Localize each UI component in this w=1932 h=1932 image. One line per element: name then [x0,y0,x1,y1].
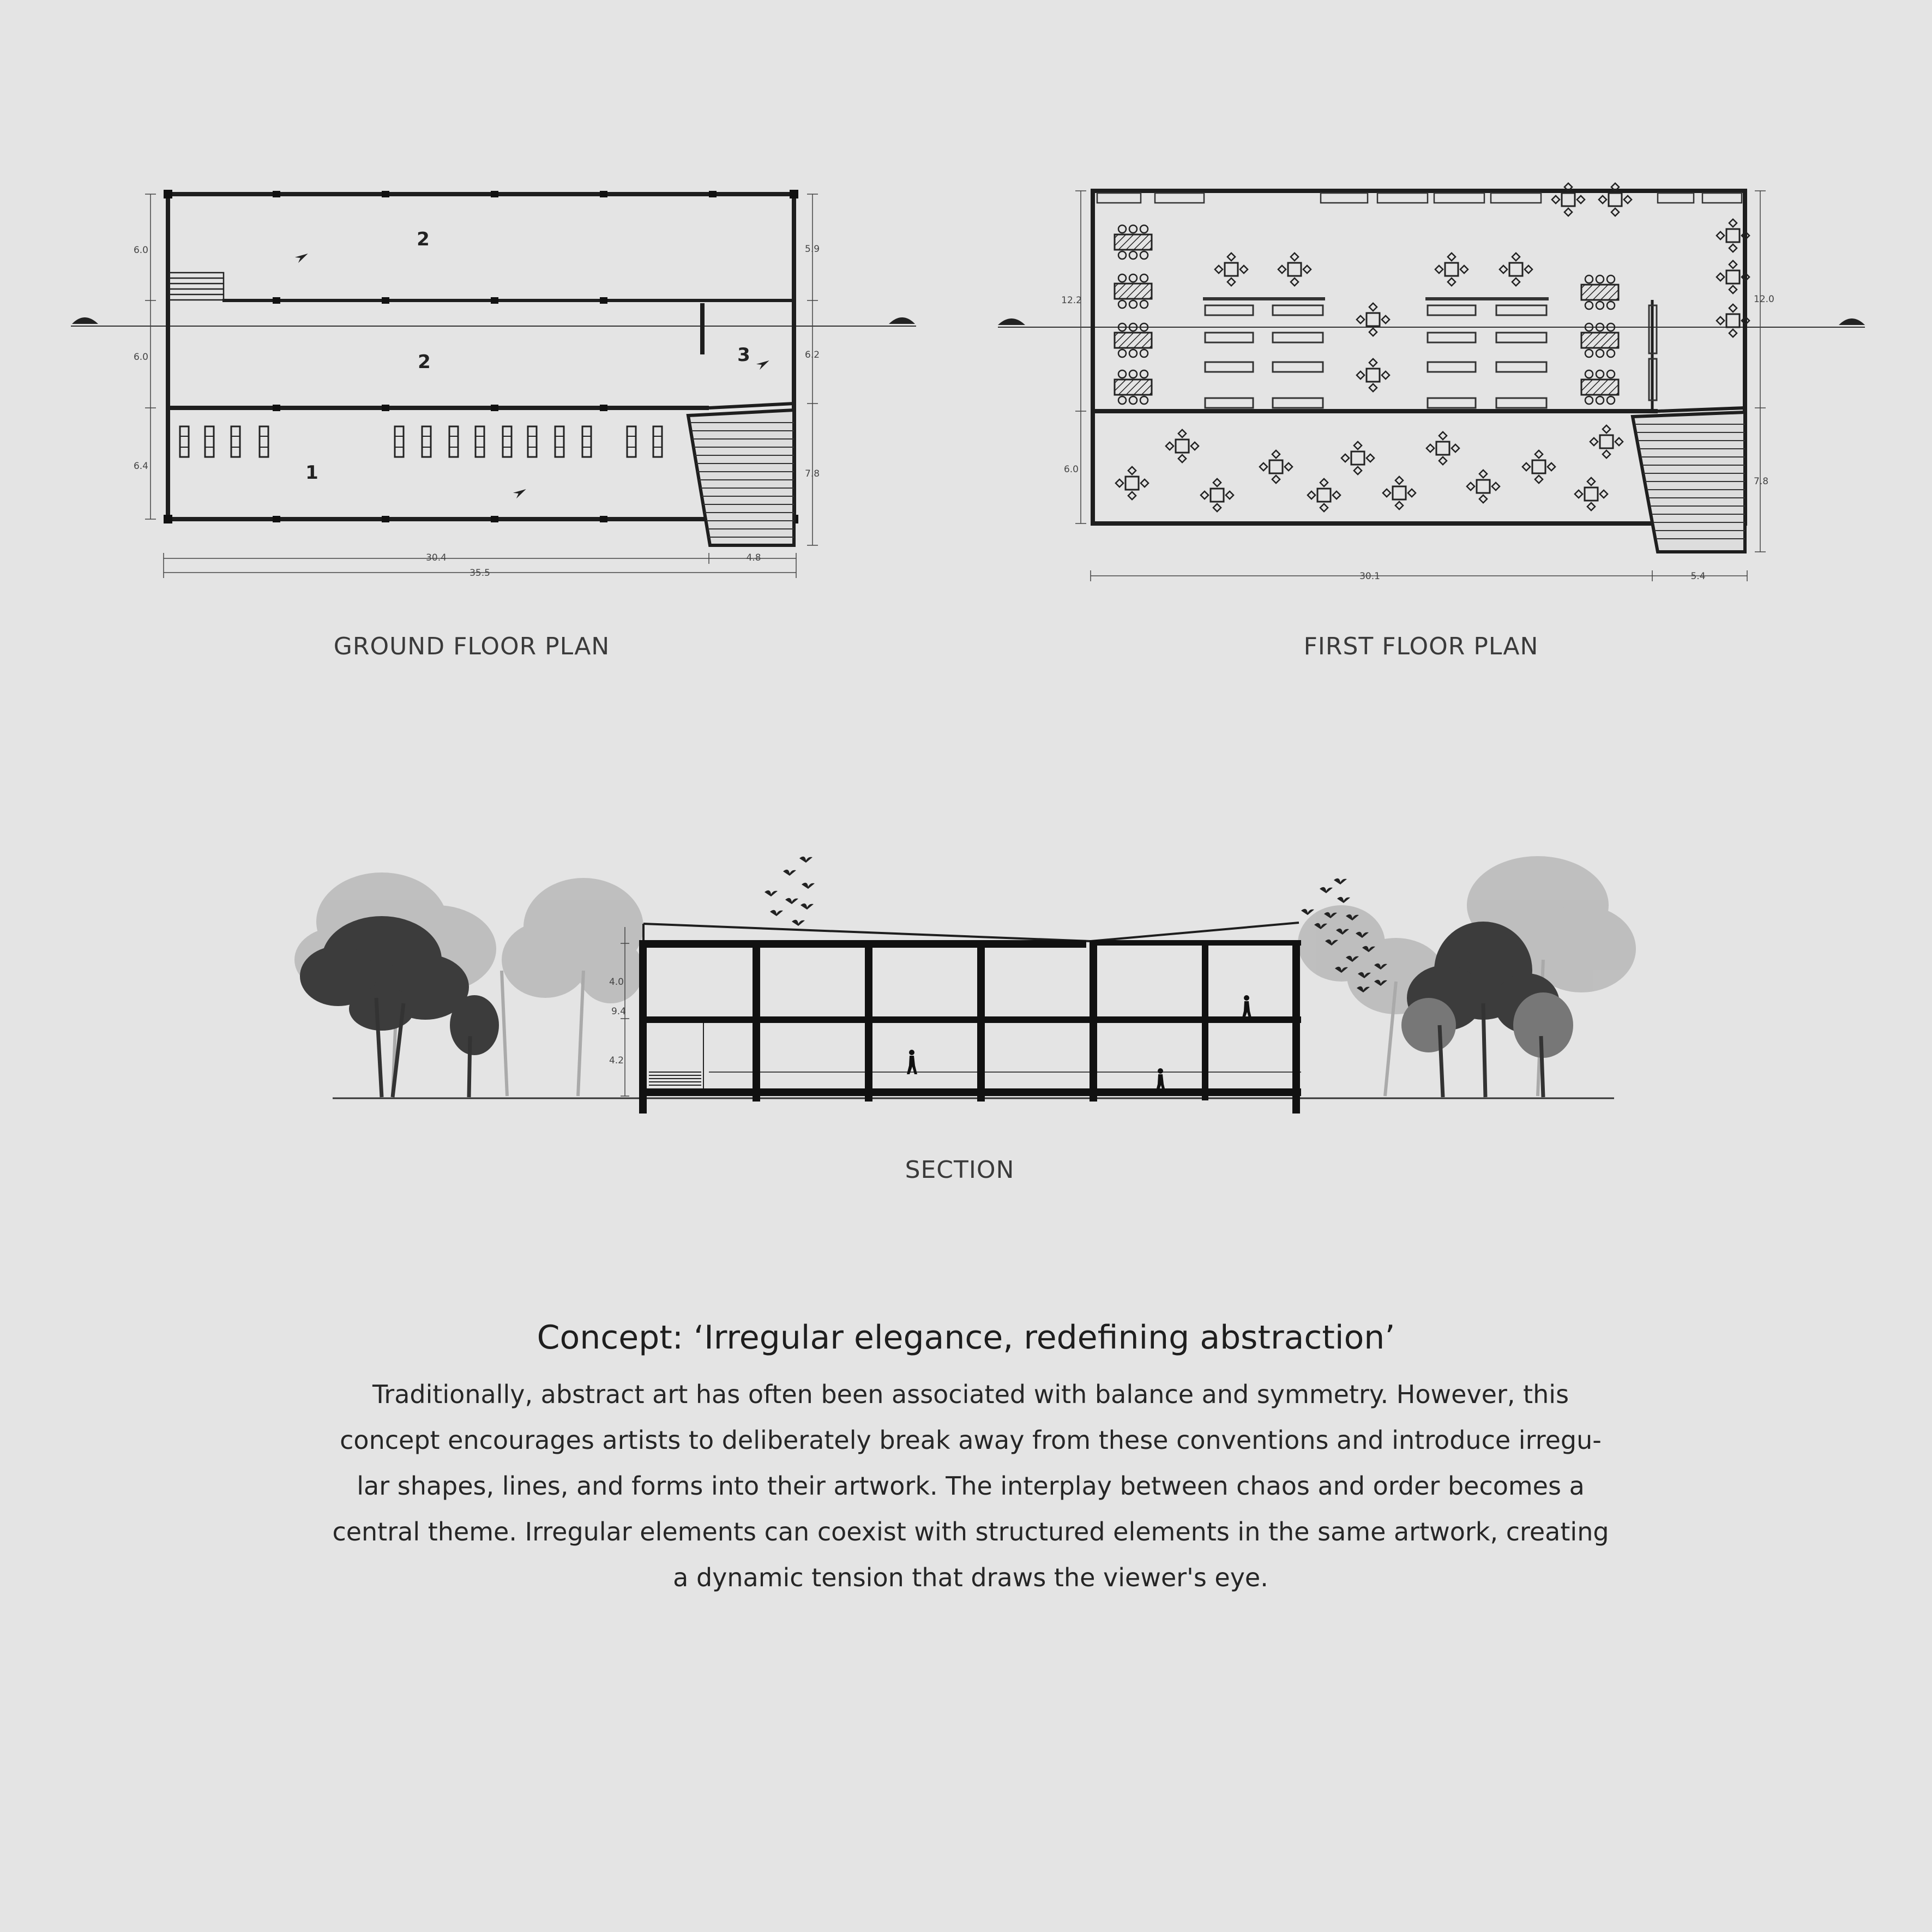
section-columns [639,940,1300,1114]
dimension-label: 6.0 [133,352,148,363]
room-label: 3 [737,344,750,366]
dimension-label: 6.4 [133,461,148,472]
first-floor-plan [998,183,1865,582]
ground-stair [688,410,794,545]
section-marker-right [889,317,915,324]
dimension-label: 30.1 [1359,571,1380,582]
ground-floor-caption: GROUND FLOOR PLAN [333,633,610,660]
concept-line: concept encourages artists to deliberately break away from these conventions and introduce irregu- [340,1425,1602,1455]
concept-title: Concept: ‘Irregular elegance, redefining abstraction’ [537,1319,1395,1357]
dimension-label: 7.8 [805,468,820,479]
first-floor-caption: FIRST FLOOR PLAN [1303,633,1539,660]
room-label: 2 [417,228,430,250]
dimension-label: 6.0 [133,245,148,256]
dimension-label: 4.2 [609,1055,624,1066]
section-marker-left [72,317,98,324]
dimension-label: 4.8 [746,552,761,563]
concept-body [294,1371,1647,1600]
room-label: 2 [418,351,431,373]
room-label: 1 [305,462,318,484]
concept-line: lar shapes, lines, and forms into their artwork. The interplay between chaos and order becomes a [357,1471,1585,1501]
dimension-label: 12.0 [1754,294,1774,305]
first-stair [1633,412,1745,552]
dimension-label: 6.0 [1063,464,1079,475]
dimension-label: 5.4 [1690,571,1706,582]
concept-line: Traditionally, abstract art has often been associated with balance and symmetry. However, this [372,1380,1569,1409]
dimension-label: 7.8 [1754,476,1769,487]
concept-line: central theme. Irregular elements can coexist with structured elements in the same artwork, creating [332,1517,1609,1546]
building-section [294,856,1636,1114]
dimension-label: 30.4 [426,552,447,563]
section-marker-right [1839,318,1865,325]
dimension-label: 35.5 [470,568,490,579]
dimension-label: 5.9 [805,244,820,255]
ground-floor-plan [71,190,916,579]
ground-display-panels [180,426,662,457]
dimension-label: 6.2 [805,350,820,360]
section-slabs [639,940,1301,1096]
dimension-label: 12.2 [1061,295,1082,306]
section-caption: SECTION [905,1156,1015,1184]
dimension-label: 4.0 [609,977,624,988]
concept-line: a dynamic tension that draws the viewer's eye. [673,1563,1268,1592]
dimension-label: 9.4 [611,1006,626,1017]
section-marker-left [998,318,1025,325]
